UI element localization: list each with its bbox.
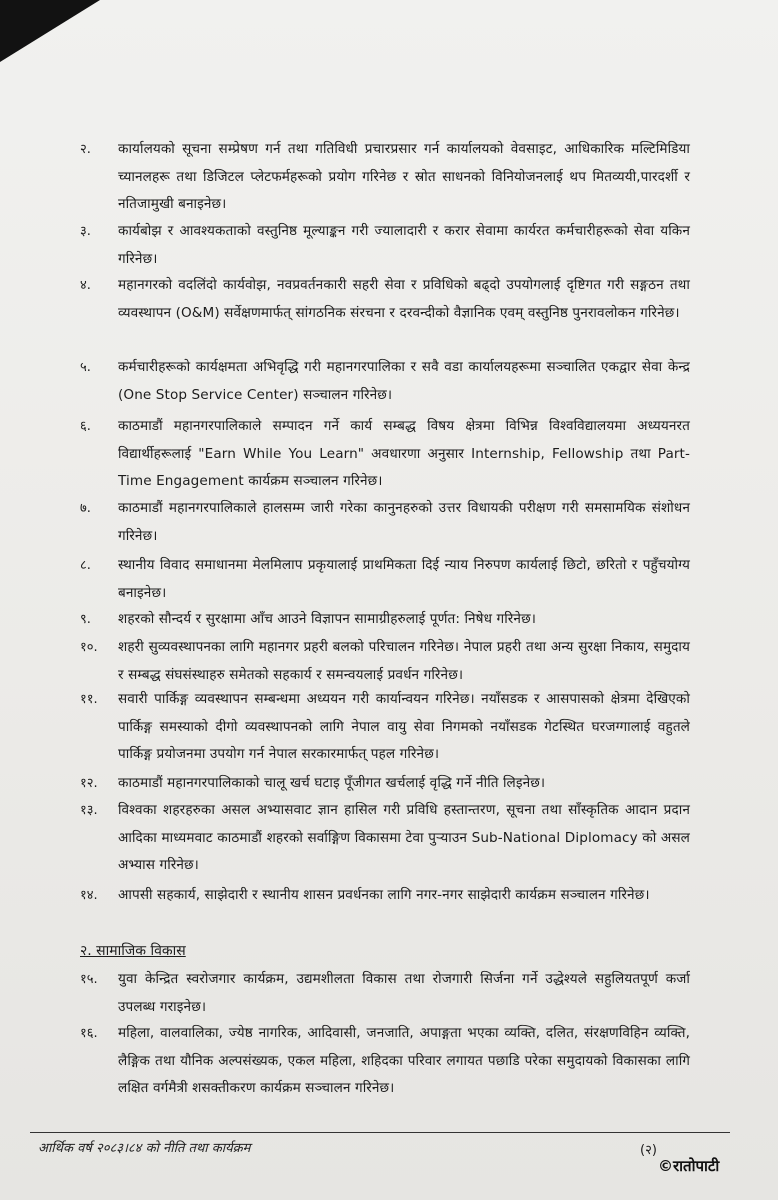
- policy-item: [80, 606, 690, 634]
- item-text: कार्यालयको सूचना सम्प्रेषण गर्न तथा गतिविधी प्रचारप्रसार गर्न कार्यालयको वेवसाइट, आधिकारिक मल्टिमिडिया च्यानलहरू तथा डिजिटल प्लेटफर्महरूको प्रयोग गरिनेछ र स्रोत साधनको विनियोजनलाई थप मितव्ययी,पारदर्शी र नतिजामुखी बनाइनेछ।: [118, 141, 690, 212]
- item-text: आपसी सहकार्य, साझेदारी र स्थानीय शासन प्रवर्धनका लागि नगर-नगर साझेदारी कार्यक्रम सञ्चालन गरिनेछ।: [118, 887, 650, 903]
- item-number: १५.: [80, 972, 98, 987]
- item-text: महानगरको वदलिंदो कार्यवोझ, नवप्रवर्तनकारी सहरी सेवा र प्रविधिको बढ्दो उपयोगलाई दृष्टिगत गरी सङ्गठन तथा व्यवस्थापन (O&M) सर्वेक्षणमार्फत् सांगठनिक संरचना र दरवन्दीको वैज्ञानिक एवम् वस्तुनिष्ठ पुनरावलोकन गरिनेछ।: [118, 277, 690, 321]
- item-number: १४.: [80, 888, 98, 903]
- watermark: ©रातोपाटी: [658, 1157, 720, 1175]
- item-number: ५.: [80, 360, 91, 375]
- item-text: महिला, वालवालिका, ज्येष्ठ नागरिक, आदिवासी, जनजाति, अपाङ्गता भएका व्यक्ति, दलित, संरक्षणविहिन व्यक्ति, लैङ्गिक तथा यौनिक अल्पसंख्यक, एकल महिला, शहिदका परिवार लगायत पछाडि परेका समुदायको विकासका लागि लक्षित वर्गमैत्री शसक्तीकरण कार्यक्रम सञ्चालन गरिनेछ।: [118, 1025, 690, 1096]
- item-text: स्थानीय विवाद समाधानमा मेलमिलाप प्रकृयालाई प्राथमिकता दिई न्याय निरुपण कार्यलाई छिटो, छरितो र पहुँचयोग्य बनाइनेछ।: [118, 557, 690, 601]
- item-number: २.: [80, 142, 91, 157]
- item-number: ७.: [80, 501, 91, 516]
- policy-item: [80, 1020, 690, 1103]
- item-text: काठमाडौं महानगरपालिकाको चालू खर्च घटाइ पूँजीगत खर्चलाई वृद्धि गर्ने नीति लिइनेछ।: [118, 775, 546, 791]
- policy-item: [80, 966, 690, 1021]
- policy-item: [80, 136, 690, 219]
- policy-item: [80, 882, 690, 910]
- policy-item: [80, 272, 690, 327]
- item-number: ३.: [80, 224, 91, 239]
- item-number: ९.: [80, 612, 91, 627]
- policy-item: [80, 552, 690, 607]
- page-number: (२): [640, 1143, 657, 1158]
- item-number: ४.: [80, 278, 91, 293]
- item-text: युवा केन्द्रित स्वरोजगार कार्यक्रम, उद्यमशीलता विकास तथा रोजगारी सिर्जना गर्ने उद्धेश्यले सहुलियतपूर्ण कर्जा उपलब्ध गराइनेछ।: [118, 971, 690, 1015]
- folded-corner-shadow: [0, 0, 100, 62]
- policy-item: [80, 495, 690, 550]
- section-heading: २. सामाजिक विकास: [80, 943, 186, 959]
- item-text: शहरी सुव्यवस्थापनका लागि महानगर प्रहरी बलको परिचालन गरिनेछ। नेपाल प्रहरी तथा अन्य सुरक्षा निकाय, समुदाय र सम्बद्ध संघसंस्थाहरु समेतको सहकार्य र समन्वयलाई प्रवर्धन गरिनेछ।: [118, 639, 690, 683]
- footer-title: आर्थिक वर्ष २०८३।८४ को नीति तथा कार्यक्रम: [38, 1141, 251, 1156]
- item-number: ६.: [80, 419, 91, 434]
- item-number: १०.: [80, 640, 98, 655]
- policy-item: [80, 634, 690, 689]
- item-text: शहरको सौन्दर्य र सुरक्षामा आँच आउने विज्ञापन सामाग्रीहरुलाई पूर्णत: निषेध गरिनेछ।: [118, 611, 536, 627]
- policy-item: [80, 218, 690, 273]
- item-number: १२.: [80, 776, 98, 791]
- item-text: सवारी पार्किङ्ग व्यवस्थापन सम्बन्धमा अध्ययन गरी कार्यान्वयन गरिनेछ। नयाँसडक र आसपासको क्षेत्रमा देखिएको पार्किङ्ग समस्याको दीगो व्यवस्थापनको लागि नेपाल वायु सेवा निगमको नयाँसडक गेटस्थित घरजग्गालाई वहुतले पार्किङ्ग प्रयोजनमा उपयोग गर्न नेपाल सरकारमार्फत् पहल गरिनेछ।: [118, 691, 690, 762]
- item-number: १३.: [80, 803, 98, 818]
- item-text: विश्वका शहरहरुका असल अभ्यासवाट ज्ञान हासिल गरी प्रविधि हस्तान्तरण, सूचना तथा साँस्कृतिक आदान प्रदान आदिका माध्यमवाट काठमाडौं शहरको सर्वाङ्गिण विकासमा टेवा पुर्‍याउन Sub-National Diplomacy को असल अभ्यास गरिनेछ।: [118, 802, 690, 873]
- footer-divider: [30, 1132, 730, 1133]
- policy-item: [80, 413, 690, 496]
- item-text: कर्मचारीहरूको कार्यक्षमता अभिवृद्धि गरी महानगरपालिका र सवै वडा कार्यालयहरूमा सञ्चालित एकद्वार सेवा केन्द्र (One Stop Service Center) सञ्चालन गरिनेछ।: [118, 359, 690, 403]
- item-text: काठमाडौं महानगरपालिकाले हालसम्म जारी गरेका कानुनहरुको उत्तर विधायकी परीक्षण गरी समसामयिक संशोधन गरिनेछ।: [118, 500, 690, 544]
- item-text: काठमाडौं महानगरपालिकाले सम्पादन गर्ने कार्य सम्बद्ध विषय क्षेत्रमा विभिन्न विश्वविद्यालयमा अध्ययनरत विद्यार्थीहरूलाई "Earn While You Learn" अवधारणा अनुसार Internship, Fellowship तथा Part-Time Engagement कार्यक्रम सञ्चालन गरिनेछ।: [118, 418, 690, 489]
- policy-item: [80, 770, 690, 798]
- item-number: १६.: [80, 1026, 98, 1041]
- policy-item: [80, 354, 690, 409]
- item-number: ११.: [80, 692, 98, 707]
- item-text: कार्यबोझ र आवश्यकताको वस्तुनिष्ठ मूल्याङ्कन गरी ज्यालादारी र करार सेवामा कार्यरत कर्मचारीहरूको सेवा यकिन गरिनेछ।: [118, 223, 690, 267]
- policy-item: [80, 797, 690, 880]
- item-number: ८.: [80, 558, 91, 573]
- policy-item: [80, 686, 690, 769]
